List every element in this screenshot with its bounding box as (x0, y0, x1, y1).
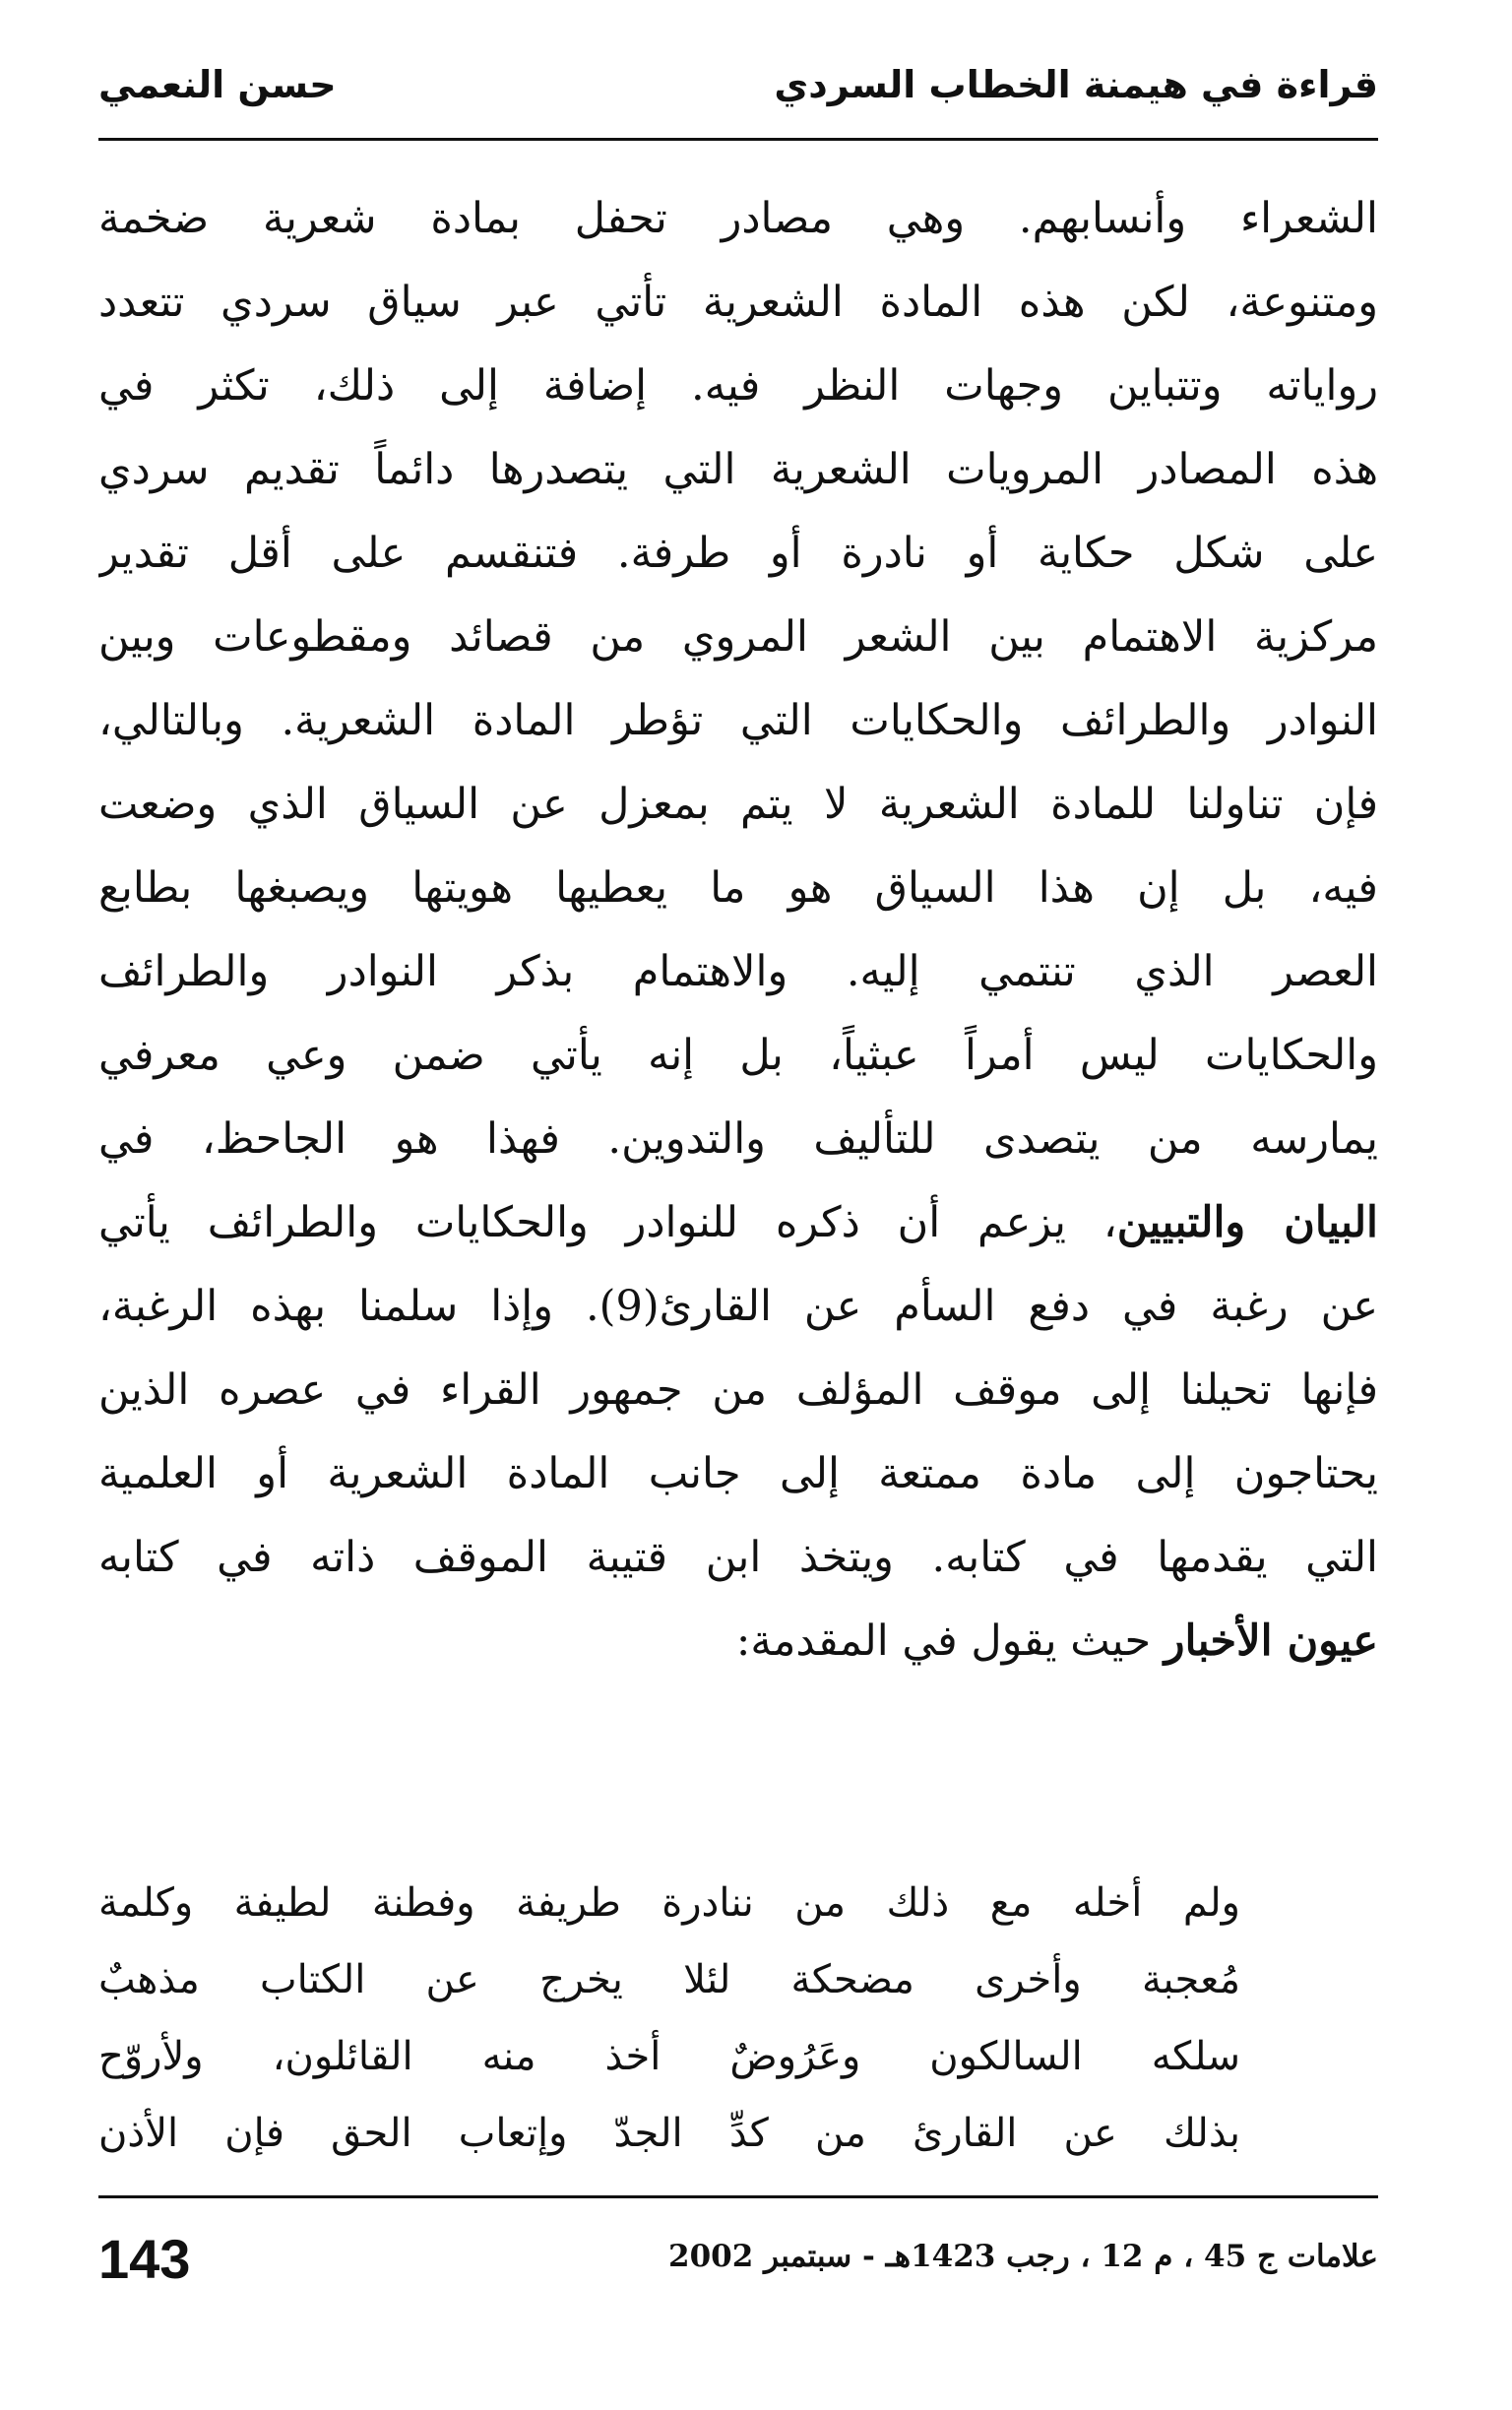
body-paragraph (98, 177, 1378, 1683)
text-line: العصر الذي تنتمي إليه. والاهتمام بذكر النوادر والطرائف (98, 947, 1378, 996)
quote-line: ولم أخله مع ذلك من ننادرة طريفة وفطنة لطيفة وكلمة (98, 1880, 1240, 1926)
text-line: رواياته وتتباين وجهات النظر فيه. إضافة إلى ذلك، تكثر في (98, 361, 1378, 411)
running-header (98, 51, 1378, 128)
book-title: عيون الأخبار (1164, 1617, 1378, 1666)
article-title: قراءة في هيمنة الخطاب السردي (774, 63, 1378, 106)
text-line: ومتنوعة، لكن هذه المادة الشعرية تأتي عبر سياق سردي تتعدد (98, 278, 1378, 327)
text-line: يمارسه من يتصدى للتأليف والتدوين. فهذا هو الجاحظ، في (98, 1114, 1378, 1164)
text-line: مركزية الاهتمام بين الشعر المروي من قصائد ومقطوعات وبين (98, 612, 1378, 662)
text-line: على شكل حكاية أو نادرة أو طرفة. فتنقسم على أقل تقدير (98, 529, 1378, 578)
text-line: والحكايات ليس أمراً عبثياً، بل إنه يأتي ضمن وعي معرفي (98, 1031, 1378, 1080)
text-line (98, 1600, 1378, 1683)
text-run: ، يزعم أن ذكره للنوادر والحكايات والطرائف يأتي (98, 1198, 1117, 1247)
header-rule (98, 138, 1378, 141)
text-line (98, 1181, 1378, 1265)
text-line: فيه، بل إن هذا السياق هو ما يعطيها هويتها ويصبغها بطابع (98, 863, 1378, 913)
quote-line: مُعجبة وأخرى مضحكة لئلا يخرج عن الكتاب مذهبٌ (98, 1957, 1240, 2002)
page-number: 143 (98, 2228, 191, 2290)
page-footer (98, 2227, 1378, 2306)
quote-line: سلكه السالكون وعَرُوضٌ أخذ منه القائلون، ولأروّح (98, 2034, 1240, 2079)
block-quote (98, 1865, 1240, 2172)
journal-info: علامات ج 45 ، م 12 ، رجب 1423هـ - سبتمبر 2002 (668, 2239, 1378, 2274)
quote-line: بذلك عن القارئ من كدِّ الجدّ وإتعاب الحق فإن الأذن (98, 2111, 1240, 2156)
text-line: النوادر والطرائف والحكايات التي تؤطر المادة الشعرية. وبالتالي، (98, 696, 1378, 745)
text-line: يحتاجون إلى مادة ممتعة إلى جانب المادة الشعرية أو العلمية (98, 1449, 1378, 1498)
footer-rule (98, 2195, 1378, 2198)
text-line: هذه المصادر المرويات الشعرية التي يتصدرها دائماً تقديم سردي (98, 445, 1378, 494)
text-run: حيث يقول في المقدمة: (735, 1617, 1165, 1666)
author-name: حسن النعمي (98, 63, 337, 106)
text-line: فإن تناولنا للمادة الشعرية لا يتم بمعزل عن السياق الذي وضعت (98, 780, 1378, 829)
text-line: فإنها تحيلنا إلى موقف المؤلف من جمهور القراء في عصره الذين (98, 1365, 1378, 1415)
text-line: عن رغبة في دفع السأم عن القارئ(9). وإذا سلمنا بهذه الرغبة، (98, 1282, 1378, 1331)
text-line: الشعراء وأنسابهم. وهي مصادر تحفل بمادة شعرية ضخمة (98, 194, 1378, 243)
book-title: البيان والتبيين (1116, 1198, 1378, 1247)
text-line: التي يقدمها في كتابه. ويتخذ ابن قتيبة الموقف ذاته في كتابه (98, 1533, 1378, 1582)
